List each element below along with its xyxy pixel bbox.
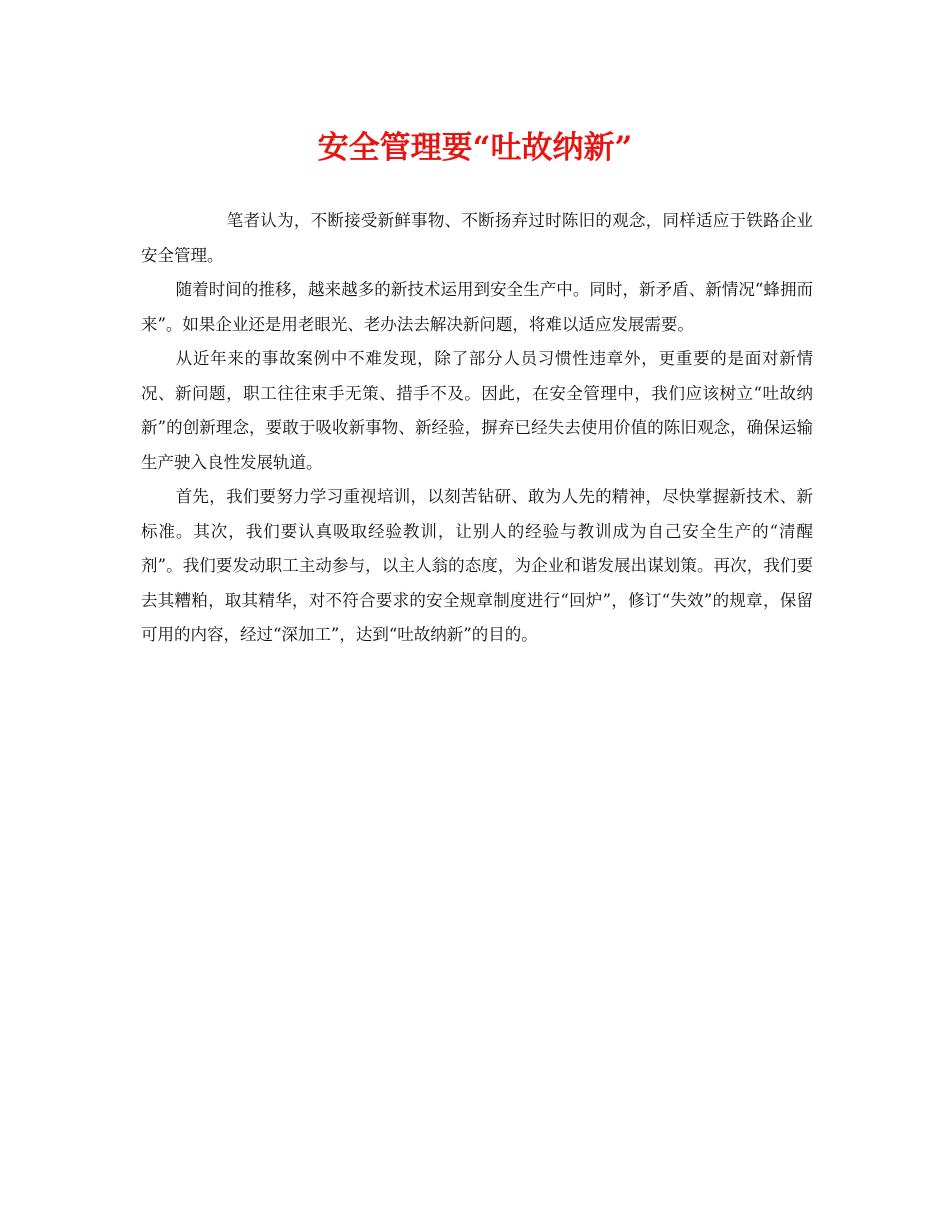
document-body [141, 204, 813, 653]
paragraph-3: 从近年来的事故案例中不难发现，除了部分人员习惯性违章外，更重要的是面对新情况、新问题，职工往往束手无策、措手不及。因此，在安全管理中，我们应该树立“吐故纳新”的创新理念，要敢于吸收新事物、新经验，摒弃已经失去使用价值的陈旧观念，确保运输生产驶入良性发展轨道。 [141, 349, 813, 472]
paragraph-1: 笔者认为，不断接受新鲜事物、不断扬弃过时陈旧的观念，同样适应于铁路企业安全管理。 [141, 211, 813, 265]
document-title: 安全管理要“吐故纳新” [317, 130, 633, 166]
paragraph-4: 首先，我们要努力学习重视培训，以刻苦钻研、敢为人先的精神，尽快掌握新技术、新标准。其次，我们要认真吸取经验教训，让别人的经验与教训成为自己安全生产的“清醒剂”。我们要发动职工主动参与，以主人翁的态度，为企业和谐发展出谋划策。再次，我们要去其糟粕，取其精华，对不符合要求的安全规章制度进行“回炉”，修订“失效”的规章，保留可用的内容，经过“深加工”，达到“吐故纳新”的目的。 [141, 487, 813, 644]
paragraph-2: 随着时间的推移，越来越多的新技术运用到安全生产中。同时，新矛盾、新情况“蜂拥而来”。如果企业还是用老眼光、老办法去解决新问题，将难以适应发展需要。 [141, 280, 813, 334]
